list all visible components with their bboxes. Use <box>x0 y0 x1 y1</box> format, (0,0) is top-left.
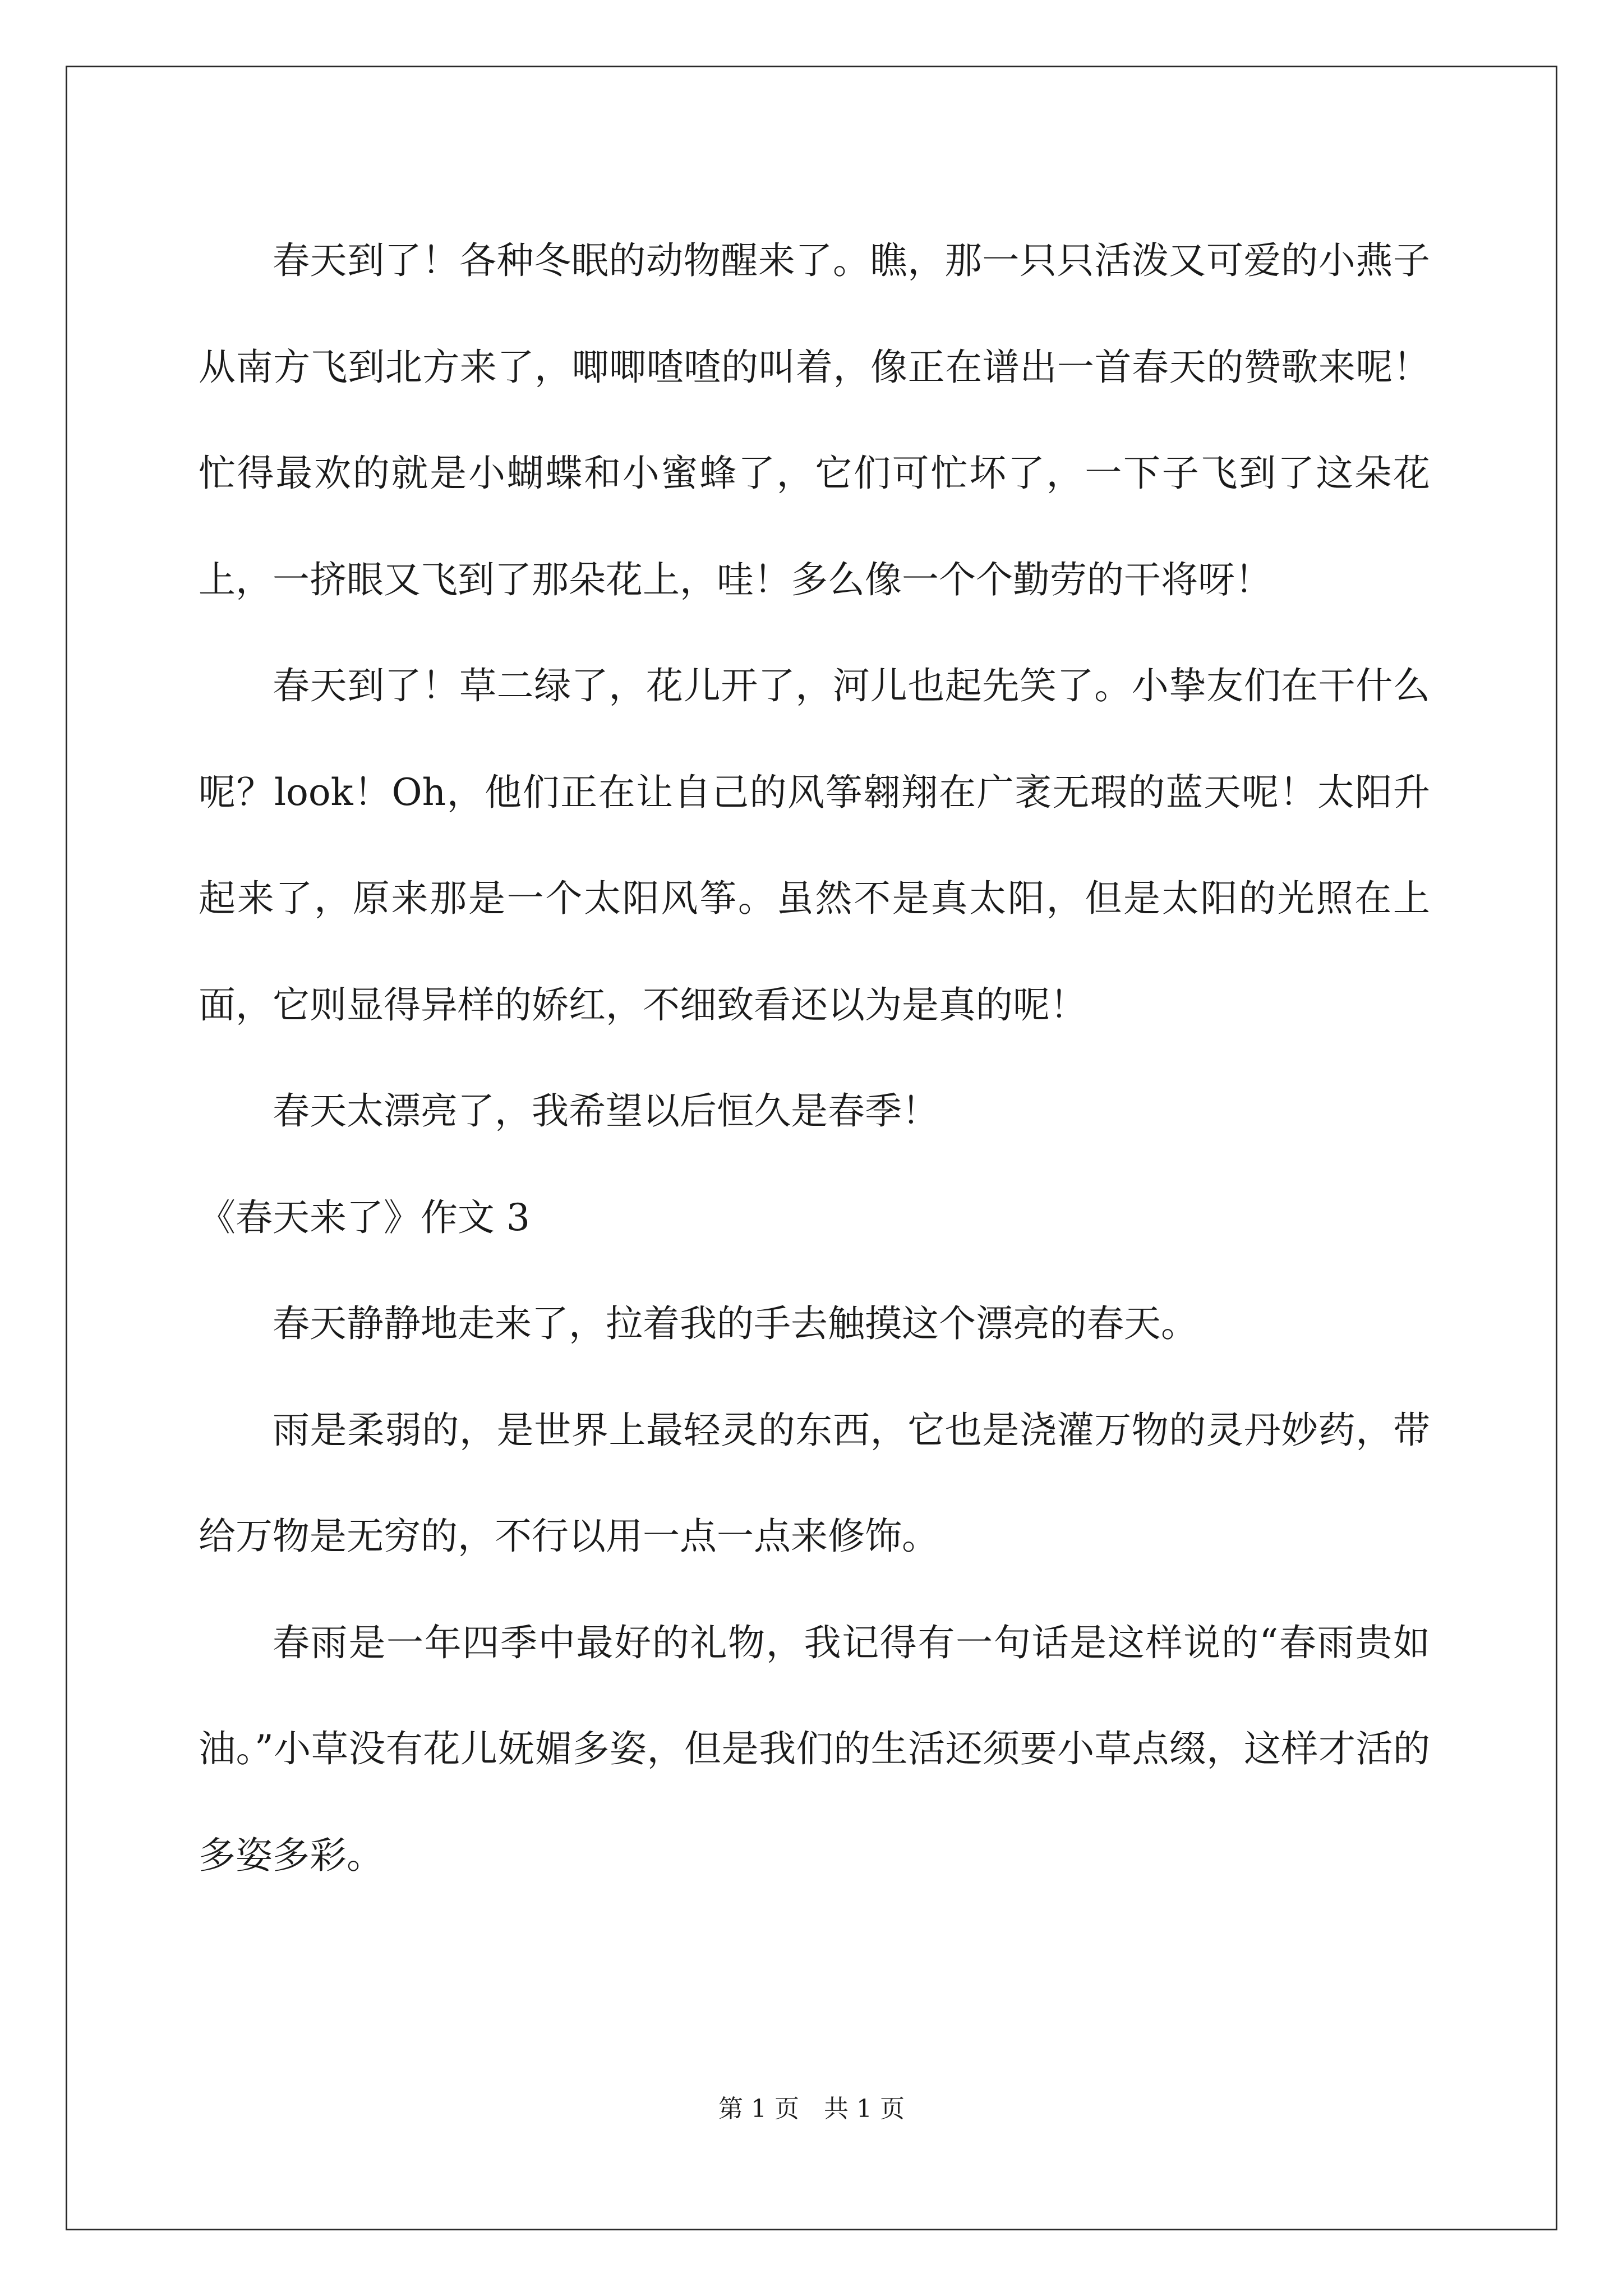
paragraph-4: 春天静静地走来了，拉着我的手去触摸这个漂亮的春天。 <box>273 1302 1198 1345</box>
page-number-current: 第 1 页 <box>718 2095 799 2123</box>
paragraph-6: 春雨是一年四季中最好的礼物，我记得有一句话是这样说的“春雨贵如油。”小草没有花儿妩媚多姿，但是我们的生活还须要小草点缀，这样才活的多姿多彩。 <box>199 1621 1430 1877</box>
paragraph-5: 雨是柔弱的，是世界上最轻灵的东西，它也是浇灌万物的灵丹妙药，带给万物是无穷的，不行以用一点一点来修饰。 <box>199 1408 1430 1558</box>
paragraph-2: 春天到了！草二绿了，花儿开了，河儿也起先笑了。小挚友们在干什么呢？look！Oh，他们正在让自己的风筝翱翔在广袤无瑕的蓝天呢！太阳升起来了，原来那是一个太阳风筝。虽然不是真太阳，但是太阳的光照在上面，它则显得异样的娇红，不细致看还以为是真的呢！ <box>199 664 1430 1027</box>
page-number-total: 共 1 页 <box>824 2095 905 2123</box>
document-body <box>199 208 1430 1908</box>
section-heading: 《春天来了》作文 3 <box>199 1195 530 1239</box>
paragraph-3: 春天太漂亮了，我希望以后恒久是春季！ <box>273 1089 939 1133</box>
page-footer <box>0 2092 1623 2126</box>
paragraph-1: 春天到了！各种冬眠的动物醒来了。瞧，那一只只活泼又可爱的小燕子从南方飞到北方来了，唧唧喳喳的叫着，像正在谱出一首春天的赞歌来呢！忙得最欢的就是小蝴蝶和小蜜蜂了，它们可忙坏了，一下子飞到了这朵花上，一挤眼又飞到了那朵花上，哇！多么像一个个勤劳的干将呀！ <box>199 239 1430 601</box>
